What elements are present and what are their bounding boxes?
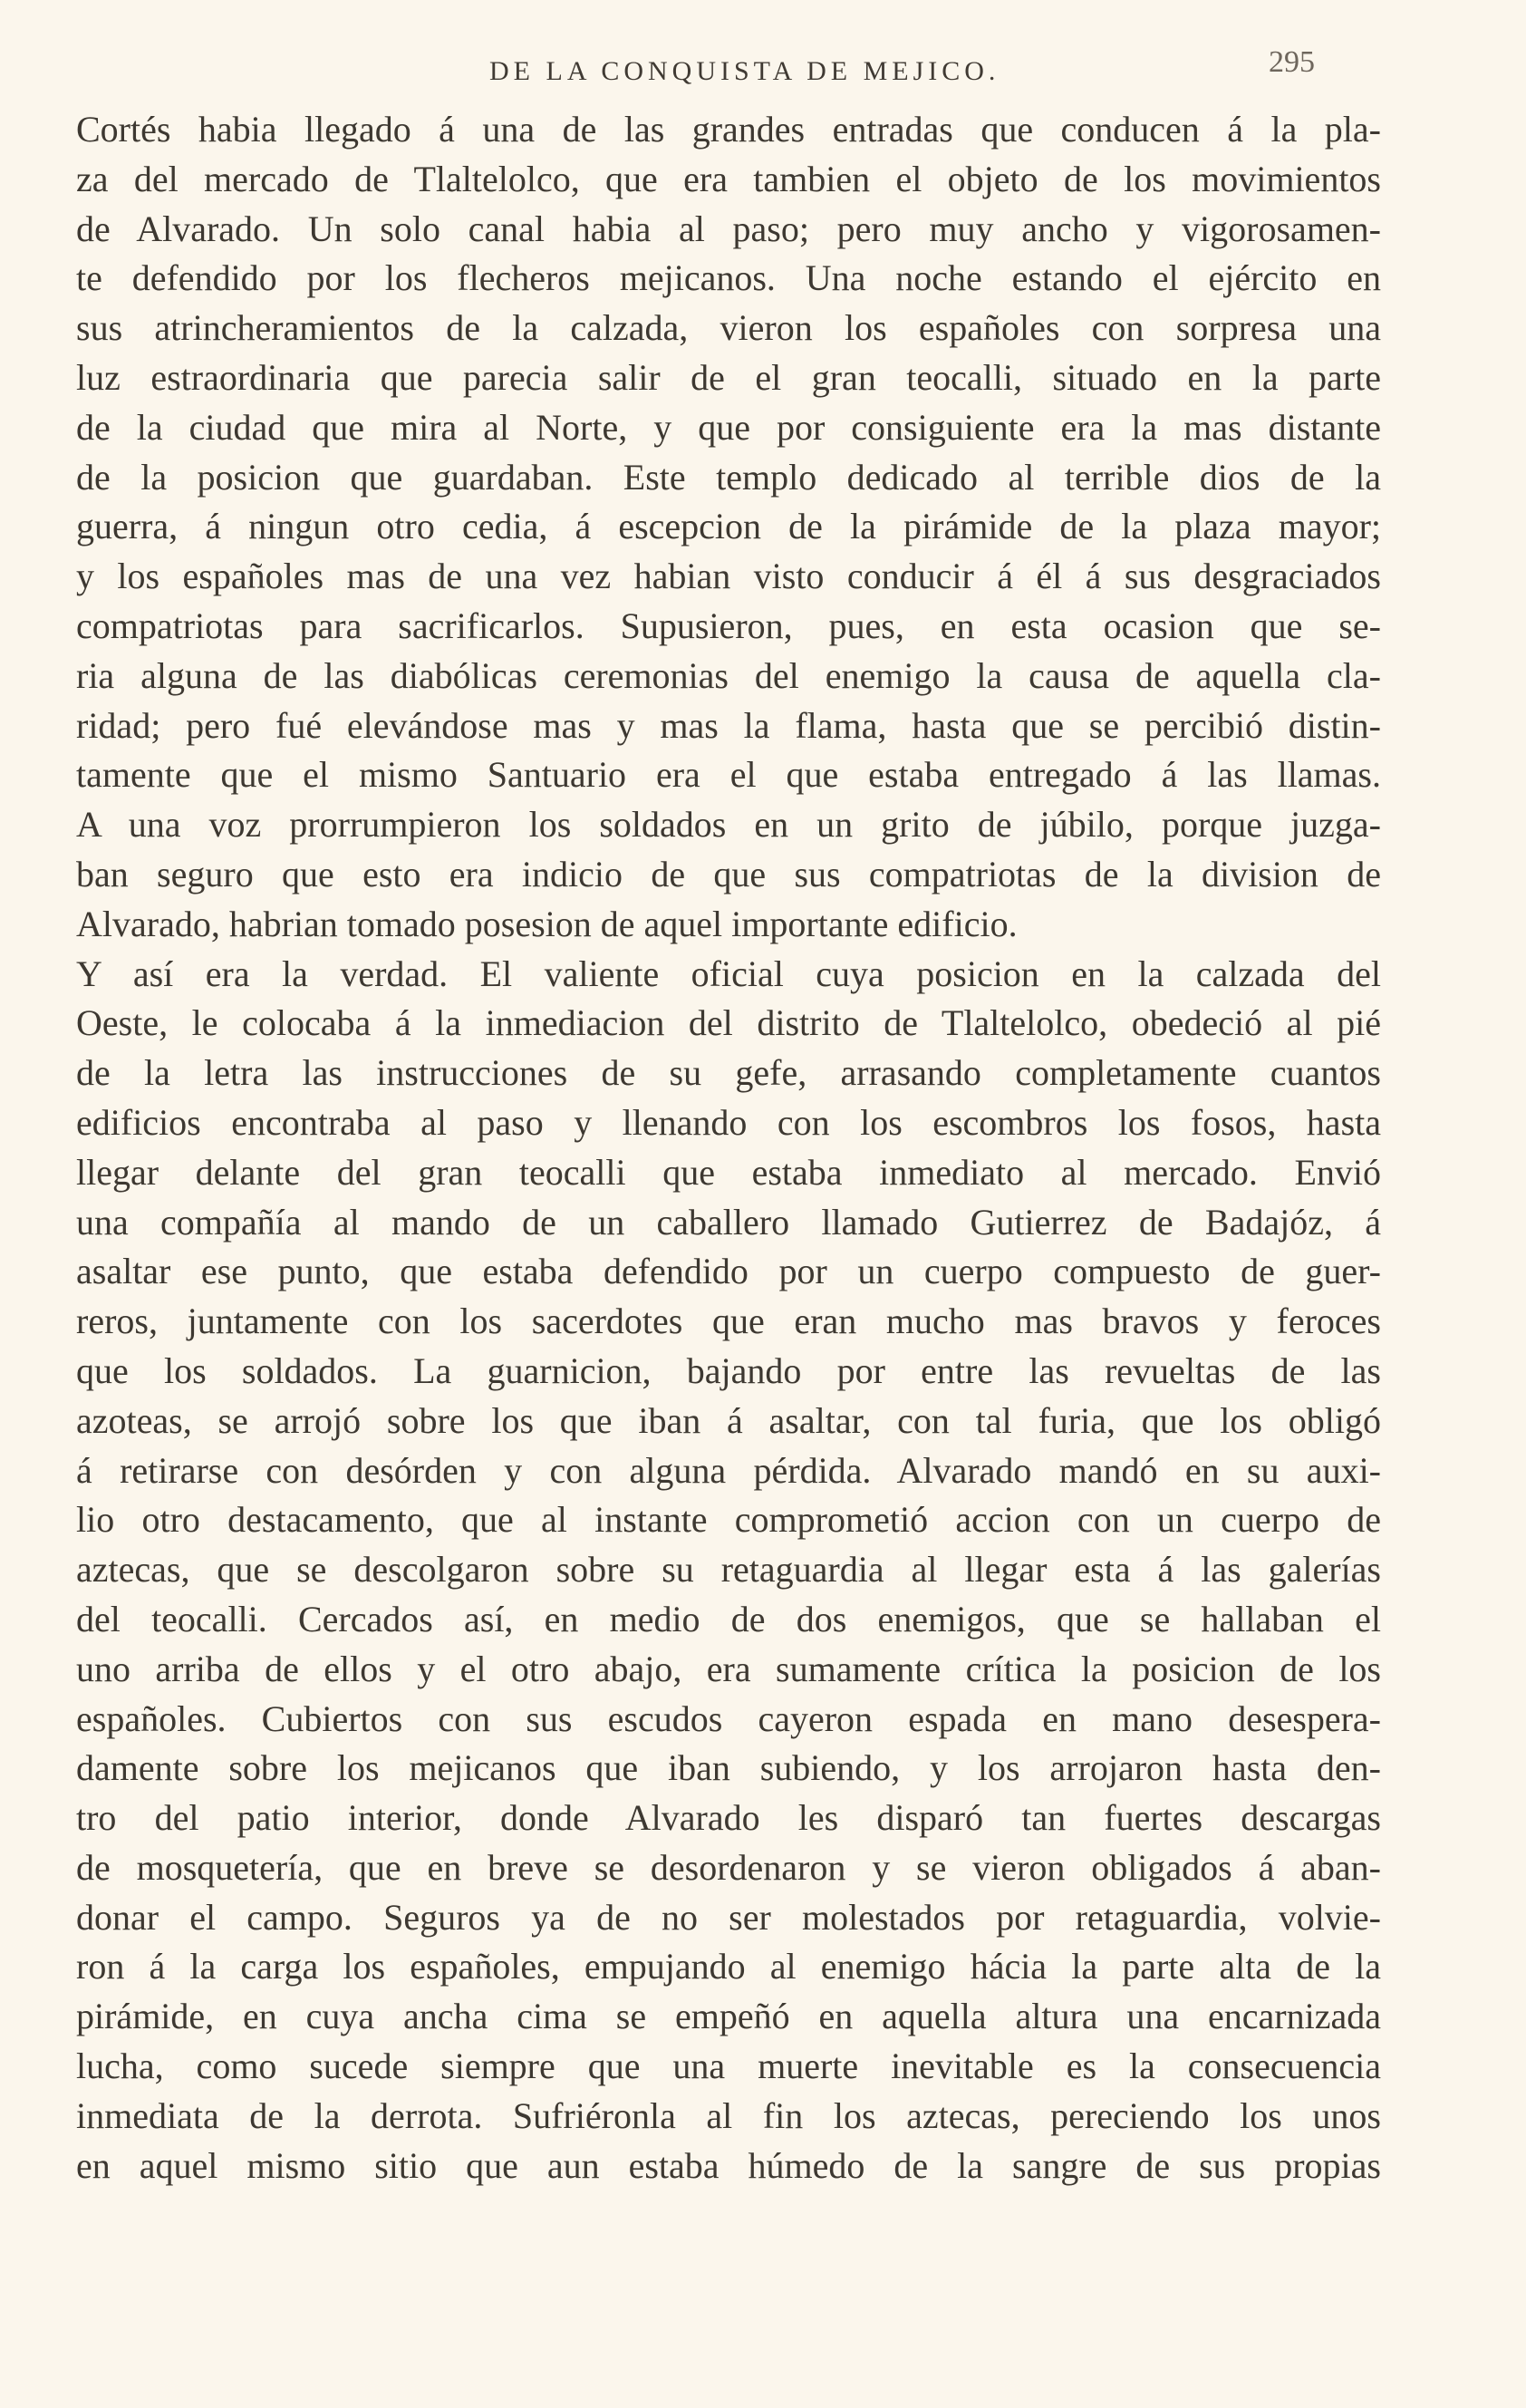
- text-line: ban seguro que esto era indicio de que sus compatriotas de la division de: [76, 853, 1381, 895]
- text-line: A una voz prorrumpieron los soldados en un grito de júbilo, porque juzga-: [76, 804, 1381, 846]
- text-line: lucha, como sucede siempre que una muerte inevitable es la consecuencia: [76, 2045, 1381, 2087]
- text-line: una compañía al mando de un caballero llamado Gutierrez de Badajóz, á: [76, 1201, 1381, 1243]
- text-line: ron á la carga los españoles, empujando al enemigo hácia la parte alta de la: [76, 1946, 1381, 1987]
- text-line: reros, juntamente con los sacerdotes que eran mucho mas bravos y feroces: [76, 1301, 1381, 1342]
- text-line: luz estraordinaria que parecia salir de el gran teocalli, situado en la parte: [76, 356, 1381, 398]
- text-line: Cortés habia llegado á una de las grandes entradas que conducen á la pla-: [76, 109, 1381, 150]
- text-line: de Alvarado. Un solo canal habia al paso; pero muy ancho y vigorosamen-: [76, 208, 1381, 249]
- text-line: za del mercado de Tlaltelolco, que era tambien el objeto de los movimientos: [76, 158, 1381, 199]
- running-head: DE LA CONQUISTA DE MEJICO.: [489, 56, 1000, 86]
- text-line: uno arriba de ellos y el otro abajo, era sumamente crítica la posicion de los: [76, 1648, 1381, 1689]
- text-line: que los soldados. La guarnicion, bajando por entre las revueltas de las: [76, 1349, 1381, 1391]
- body-text: [76, 105, 1381, 2190]
- text-line: en aquel mismo sitio que aun estaba húmedo de la sangre de sus propias: [76, 2144, 1381, 2186]
- text-line: ridad; pero fué elevándose mas y mas la flama, hasta que se percibió distin-: [76, 704, 1381, 746]
- text-line: Oeste, le colocaba á la inmediacion del distrito de Tlaltelolco, obedeció al pié: [76, 1002, 1381, 1044]
- text-line: tamente que el mismo Santuario era el que estaba entregado á las llamas.: [76, 754, 1381, 796]
- page-number: 295: [1269, 45, 1315, 79]
- text-line: de mosquetería, que en breve se desordenaron y se vieron obligados á aban-: [76, 1846, 1381, 1888]
- text-line: ria alguna de las diabólicas ceremonias del enemigo la causa de aquella cla-: [76, 654, 1381, 696]
- text-line: asaltar ese punto, que estaba defendido por un cuerpo compuesto de guer-: [76, 1251, 1381, 1292]
- text-line: de la ciudad que mira al Norte, y que por consiguiente era la mas distante: [76, 406, 1381, 448]
- text-line: del teocalli. Cercados así, en medio de dos enemigos, que se hallaban el: [76, 1598, 1381, 1639]
- text-line: pirámide, en cuya ancha cima se empeñó en aquella altura una encarnizada: [76, 1996, 1381, 2037]
- text-line: damente sobre los mejicanos que iban subiendo, y los arrojaron hasta den-: [76, 1747, 1381, 1789]
- text-line: españoles. Cubiertos con sus escudos cayeron espada en mano desespera-: [76, 1697, 1381, 1739]
- text-line: azoteas, se arrojó sobre los que iban á asaltar, con tal furia, que los obligó: [76, 1399, 1381, 1441]
- text-line: te defendido por los flecheros mejicanos. Una noche estando el ejército en: [76, 257, 1381, 299]
- text-line: Alvarado, habrian tomado posesion de aquel importante edificio.: [76, 903, 1018, 944]
- text-line: inmediata de la derrota. Sufriéronla al fin los aztecas, pereciendo los unos: [76, 2094, 1381, 2136]
- text-line: donar el campo. Seguros ya de no ser molestados por retaguardia, volvie-: [76, 1896, 1381, 1938]
- text-line: de la letra las instrucciones de su gefe, arrasando completamente cuantos: [76, 1052, 1381, 1094]
- text-line: y los españoles mas de una vez habian visto conducir á él á sus desgraciados: [76, 556, 1381, 597]
- text-line: tro del patio interior, donde Alvarado les disparó tan fuertes descargas: [76, 1797, 1381, 1839]
- text-line: compatriotas para sacrificarlos. Supusieron, pues, en esta ocasion que se-: [76, 604, 1381, 646]
- text-line: á retirarse con desórden y con alguna pérdida. Alvarado mandó en su auxi-: [76, 1449, 1381, 1491]
- text-line: sus atrincheramientos de la calzada, vieron los españoles con sorpresa una: [76, 307, 1381, 349]
- text-line: llegar delante del gran teocalli que estaba inmediato al mercado. Envió: [76, 1151, 1381, 1193]
- text-line: Y así era la verdad. El valiente oficial cuya posicion en la calzada del: [76, 953, 1381, 994]
- text-line: de la posicion que guardaban. Este templo dedicado al terrible dios de la: [76, 456, 1381, 498]
- text-line: edificios encontraba al paso y llenando con los escombros los fosos, hasta: [76, 1101, 1381, 1143]
- text-line: aztecas, que se descolgaron sobre su retaguardia al llegar esta á las galerías: [76, 1549, 1381, 1591]
- text-line: guerra, á ningun otro cedia, á escepcion de la pirámide de la plaza mayor;: [76, 506, 1381, 547]
- text-line: lio otro destacamento, que al instante comprometió accion con un cuerpo de: [76, 1499, 1381, 1541]
